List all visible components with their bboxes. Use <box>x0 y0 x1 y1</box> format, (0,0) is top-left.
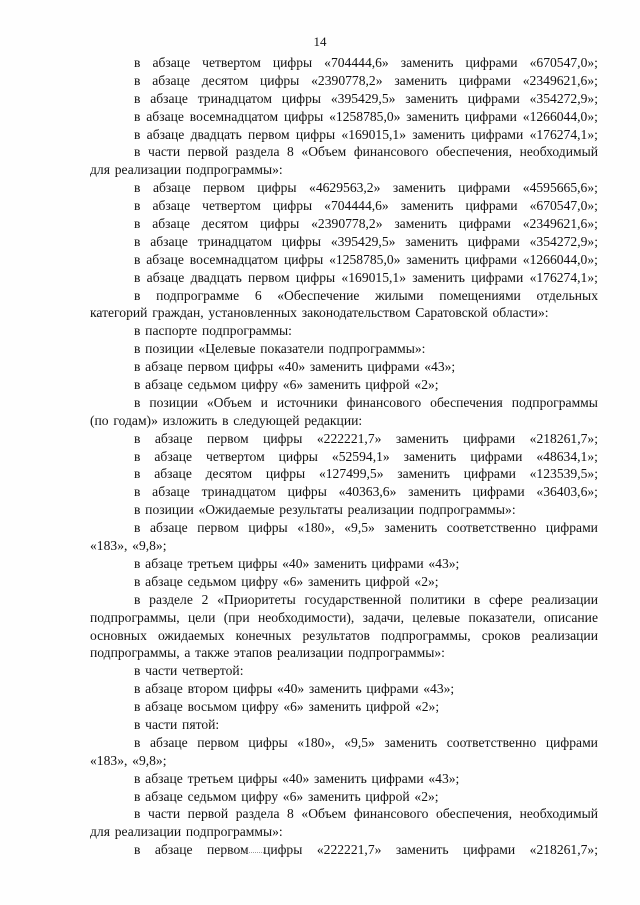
word: в <box>134 126 141 142</box>
word: «180», <box>297 734 335 750</box>
word: цели <box>187 609 216 625</box>
word: «176274,1»; <box>529 269 598 285</box>
word: «180», <box>297 520 335 536</box>
text-line <box>90 573 598 591</box>
text-line <box>90 680 598 698</box>
word: «176274,1»; <box>529 126 598 142</box>
word: абзаце <box>152 180 191 196</box>
text-line <box>90 161 598 179</box>
word: абзаце <box>152 484 190 500</box>
word: отдельных <box>536 287 598 303</box>
word: четвертом <box>206 448 265 464</box>
word: задачи, <box>362 609 404 625</box>
word: в <box>134 198 141 214</box>
word: цифрами <box>458 216 511 232</box>
word: сфере <box>488 591 523 607</box>
word: цифры <box>281 90 322 106</box>
line-text: подпрограммы, а также этапов реализации подпрограммы»: <box>90 645 445 661</box>
text-line <box>90 537 598 555</box>
word: абзаце <box>152 216 190 232</box>
word: заменить <box>397 466 451 482</box>
word: в <box>134 842 141 858</box>
word: результатов <box>302 627 370 643</box>
word: абзаце <box>146 251 184 267</box>
word: первой <box>187 144 229 160</box>
line-text: в абзаце седьмом цифру «6» заменить цифрой «2»; <box>134 377 439 393</box>
line-text: в абзаце седьмом цифру «6» заменить цифрой «2»; <box>134 573 439 589</box>
text-line <box>90 304 598 322</box>
line-text: в абзаце втором цифры «40» заменить цифрами «43»; <box>134 681 455 697</box>
word: 8 <box>287 806 294 822</box>
text-line <box>90 519 598 537</box>
word: соответственно <box>446 520 537 536</box>
text-line <box>90 233 598 251</box>
word: двадцать <box>190 126 242 142</box>
text-line <box>90 376 598 394</box>
word: в <box>134 520 141 536</box>
word: цифры <box>287 484 327 500</box>
word: цифрами <box>458 180 511 196</box>
word: цифрами <box>465 198 518 214</box>
word: восемнадцатом <box>189 108 279 124</box>
word: первом <box>207 430 249 446</box>
word: заменить <box>392 180 446 196</box>
text-line <box>90 54 598 72</box>
text-line <box>90 179 598 197</box>
document-body <box>90 54 598 859</box>
word: заменить <box>400 198 454 214</box>
word: абзаце <box>152 55 191 70</box>
word: помещениями <box>439 287 521 303</box>
word: в <box>134 180 141 196</box>
text-line <box>90 251 598 269</box>
word: заменить <box>405 90 458 106</box>
word: «222221,7» <box>316 842 382 858</box>
word: цифры <box>260 72 300 88</box>
word: заменить <box>406 108 460 124</box>
word: цифры <box>248 520 288 536</box>
text-line <box>90 394 598 412</box>
word: государственной <box>304 591 402 607</box>
word: заменить <box>412 126 465 142</box>
line-text: для реализации подпрограммы»: <box>90 824 283 840</box>
word: цифрами <box>467 233 520 249</box>
text-line <box>90 412 598 430</box>
word: десятом <box>205 466 253 482</box>
text-line <box>90 662 598 680</box>
word: (при <box>223 609 250 625</box>
word: в <box>134 806 141 822</box>
word: цифры <box>278 448 318 464</box>
word: в <box>134 287 141 303</box>
word: в <box>134 394 141 410</box>
word: цифрами <box>463 430 516 446</box>
word: разделе <box>149 591 193 607</box>
word: «395429,5» <box>330 90 396 106</box>
word: «670547,0»; <box>529 55 598 70</box>
word: абзаце <box>154 466 192 482</box>
line-text: «183», «9,8»; <box>90 752 167 768</box>
word: «52594,1» <box>331 448 390 464</box>
word: двадцать <box>190 269 242 285</box>
word: «2349621,6»; <box>522 72 598 88</box>
word: реализации <box>531 591 598 607</box>
word: в <box>134 251 141 267</box>
word: «Объем <box>206 394 252 410</box>
word: заменить <box>412 269 465 285</box>
word: в <box>134 466 141 482</box>
word: тринадцатом <box>197 90 272 106</box>
text-line <box>90 698 598 716</box>
word: десятом <box>201 216 249 232</box>
word: «354272,9»; <box>529 233 598 249</box>
word: «354272,9»; <box>529 90 598 106</box>
word: абзаце <box>152 72 190 88</box>
word: цифры <box>272 198 313 214</box>
text-line <box>90 143 598 161</box>
word: заменить <box>395 842 449 858</box>
word: абзаце <box>150 734 188 750</box>
word: «40363,6» <box>338 484 397 500</box>
word: десятом <box>201 72 249 88</box>
word: цифрами <box>545 520 598 536</box>
word: «704444,6» <box>324 198 389 214</box>
word: заменить <box>408 484 461 500</box>
line-text: в части четвертой: <box>134 663 244 679</box>
word: «1258785,0» <box>329 108 401 124</box>
word: 6 <box>254 287 262 303</box>
text-line <box>90 716 598 734</box>
word: финансового <box>346 394 422 410</box>
word: «670547,0»; <box>529 198 598 214</box>
text-line <box>90 340 598 358</box>
word: в <box>134 233 141 249</box>
word: абзаце <box>146 126 185 142</box>
word: жилыми <box>375 287 424 303</box>
word: в <box>134 269 141 285</box>
word: абзаце <box>146 269 185 285</box>
text-line <box>90 72 598 90</box>
word: цифрами <box>472 484 525 500</box>
text-line <box>90 823 598 841</box>
word: подпрограммы, <box>90 609 180 625</box>
text-line <box>90 215 598 233</box>
word: «2390778,2» <box>311 72 383 88</box>
word: заменить <box>384 734 438 750</box>
word: ожидаемых <box>157 627 225 643</box>
line-text: (по годам)» изложить в следующей редакции: <box>90 412 363 428</box>
text-line <box>90 90 598 108</box>
word: источники <box>276 394 338 410</box>
word: в <box>473 591 481 607</box>
word: «Объем <box>301 144 347 160</box>
word: «218261,7»; <box>529 842 598 858</box>
word: цифрами <box>463 466 516 482</box>
text-line <box>90 126 598 144</box>
word: в <box>134 72 141 88</box>
word: подпрограмме <box>156 287 240 303</box>
word: основных <box>90 627 147 643</box>
word: показатели, <box>468 609 536 625</box>
word: цифрами <box>458 72 511 88</box>
word: «169015,1» <box>341 269 406 285</box>
word: в <box>134 90 141 106</box>
line-text: в абзаце восьмом цифру «6» заменить цифрой «2»; <box>134 699 440 715</box>
bottom-mark <box>232 852 266 853</box>
word: цифрами <box>545 734 598 750</box>
text-line <box>90 752 598 770</box>
text-line <box>90 734 598 752</box>
word: в <box>134 216 141 232</box>
word: абзаце <box>150 520 188 536</box>
word: «222221,7» <box>316 430 382 446</box>
line-text: в абзаце третьем цифры «40» заменить цифрами «43»; <box>134 770 460 786</box>
word: первом <box>248 126 290 142</box>
word: 2 <box>201 591 209 607</box>
text-line <box>90 108 598 126</box>
line-text: в абзаце первом цифры «40» заменить цифрами «43»; <box>134 359 456 375</box>
word: и <box>260 394 268 410</box>
word: первом <box>248 269 290 285</box>
text-line <box>90 358 598 376</box>
line-text: «183», «9,8»; <box>90 538 167 554</box>
text-line <box>90 770 598 788</box>
text-line <box>90 448 598 466</box>
word: «2390778,2» <box>311 216 383 232</box>
word: абзаце <box>154 430 193 446</box>
word: конечных <box>235 627 292 643</box>
text-line <box>90 609 598 627</box>
word: абзаце <box>152 198 191 214</box>
word: тринадцатом <box>201 484 276 500</box>
word: необходимый <box>519 144 598 160</box>
word: заменить <box>405 233 458 249</box>
word: в <box>134 734 141 750</box>
word: «395429,5» <box>330 233 396 249</box>
word: «4629563,2» <box>309 180 381 196</box>
line-text: в паспорте подпрограммы: <box>134 323 292 339</box>
word: описание <box>543 609 598 625</box>
text-line <box>90 805 598 823</box>
text-line <box>90 465 598 483</box>
text-line <box>90 501 598 519</box>
word: «127499,5» <box>318 466 384 482</box>
word: заменить <box>400 55 454 70</box>
line-text: для реализации подпрограммы»: <box>90 162 283 178</box>
word: «48634,1»; <box>536 448 598 464</box>
word: заменить <box>403 448 457 464</box>
line-text: в части пятой: <box>134 716 220 732</box>
word: «1258785,0» <box>329 251 401 267</box>
word: «4595665,6»; <box>522 180 598 196</box>
word: абзаце <box>154 842 193 858</box>
word: «9,5» <box>344 520 375 536</box>
word: заменить <box>394 72 448 88</box>
word: цифры <box>263 430 303 446</box>
word: первой <box>187 806 229 822</box>
word: финансового <box>353 144 429 160</box>
word: раздела <box>235 806 280 822</box>
word: обеспечения <box>430 394 503 410</box>
text-line <box>90 287 598 305</box>
word: «Объем <box>301 806 347 822</box>
word: цифры <box>260 216 300 232</box>
word: подпрограммы, <box>381 627 471 643</box>
word: заменить <box>395 430 449 446</box>
word: четвертом <box>202 55 261 70</box>
page-number: 14 <box>313 34 327 49</box>
word: цифры <box>295 269 336 285</box>
word: заменить <box>384 520 438 536</box>
word: обеспечения, <box>436 806 513 822</box>
word: первом <box>197 520 239 536</box>
word: цифры <box>248 734 288 750</box>
word: обеспечения, <box>436 144 513 160</box>
word: в <box>134 144 141 160</box>
word: в <box>134 430 141 446</box>
text-line <box>90 555 598 573</box>
word: сроков <box>481 627 521 643</box>
line-text: категорий граждан, установленных законодательством Саратовской области»: <box>90 305 549 321</box>
word: «704444,6» <box>324 55 389 70</box>
word: первом <box>203 180 245 196</box>
word: цифрами <box>470 448 523 464</box>
text-line <box>90 788 598 806</box>
line-text: в абзаце седьмом цифру «6» заменить цифрой «2»; <box>134 788 439 804</box>
text-line <box>90 197 598 215</box>
word: в <box>134 55 141 70</box>
word: заменить <box>394 216 448 232</box>
word: части <box>147 144 181 160</box>
word: соответственно <box>446 734 537 750</box>
word: цифры <box>257 180 297 196</box>
word: абзаце <box>154 448 193 464</box>
word: цифры <box>281 233 322 249</box>
word: финансового <box>353 806 429 822</box>
word: цифры <box>265 466 306 482</box>
text-line <box>90 627 598 645</box>
word: политики <box>410 591 466 607</box>
word: абзаце <box>146 108 184 124</box>
word: «Обеспечение <box>277 287 360 303</box>
word: цифрами <box>463 842 516 858</box>
text-line <box>90 269 598 287</box>
word: четвертом <box>202 198 261 214</box>
word: позиции <box>149 394 198 410</box>
text-line <box>90 591 598 609</box>
word: целевые <box>412 609 461 625</box>
word: «2349621,6»; <box>522 216 598 232</box>
word: «9,5» <box>344 734 375 750</box>
text-line <box>90 841 598 859</box>
word: необходимости), <box>257 609 355 625</box>
word: цифры <box>272 55 313 70</box>
word: «1266044,0»; <box>522 251 598 267</box>
text-line <box>90 322 598 340</box>
text-line <box>90 644 598 662</box>
word: цифры <box>283 108 324 124</box>
word: цифры <box>263 842 303 858</box>
text-line <box>90 483 598 501</box>
word: части <box>147 806 181 822</box>
word: цифры <box>295 126 336 142</box>
word: подпрограммы <box>511 394 598 410</box>
word: цифрами <box>464 108 517 124</box>
word: цифрами <box>471 126 524 142</box>
word: цифрами <box>464 251 517 267</box>
line-text: в позиции «Целевые показатели подпрограммы»: <box>134 341 426 357</box>
word: тринадцатом <box>197 233 272 249</box>
word: абзаце <box>150 233 188 249</box>
word: реализации <box>531 627 598 643</box>
word: первом <box>207 842 249 858</box>
word: цифрами <box>467 90 520 106</box>
word: «Приоритеты <box>217 591 296 607</box>
word: раздела <box>235 144 280 160</box>
word: «1266044,0»; <box>522 108 598 124</box>
word: в <box>134 448 141 464</box>
word: заменить <box>406 251 460 267</box>
word: цифрами <box>465 55 518 70</box>
word: в <box>134 591 141 607</box>
word: абзаце <box>150 90 188 106</box>
line-text: в позиции «Ожидаемые результаты реализации подпрограммы»: <box>134 502 516 518</box>
word: 8 <box>287 144 294 160</box>
word: в <box>134 484 141 500</box>
word: в <box>134 108 141 124</box>
text-line <box>90 430 598 448</box>
word: необходимый <box>519 806 598 822</box>
word: «169015,1» <box>341 126 406 142</box>
word: цифры <box>283 251 324 267</box>
word: «218261,7»; <box>529 430 598 446</box>
word: первом <box>197 734 239 750</box>
word: «123539,5»; <box>529 466 598 482</box>
line-text: в абзаце третьем цифры «40» заменить цифрами «43»; <box>134 555 460 571</box>
word: цифрами <box>471 269 524 285</box>
word: «36403,6»; <box>536 484 598 500</box>
word: восемнадцатом <box>189 251 279 267</box>
